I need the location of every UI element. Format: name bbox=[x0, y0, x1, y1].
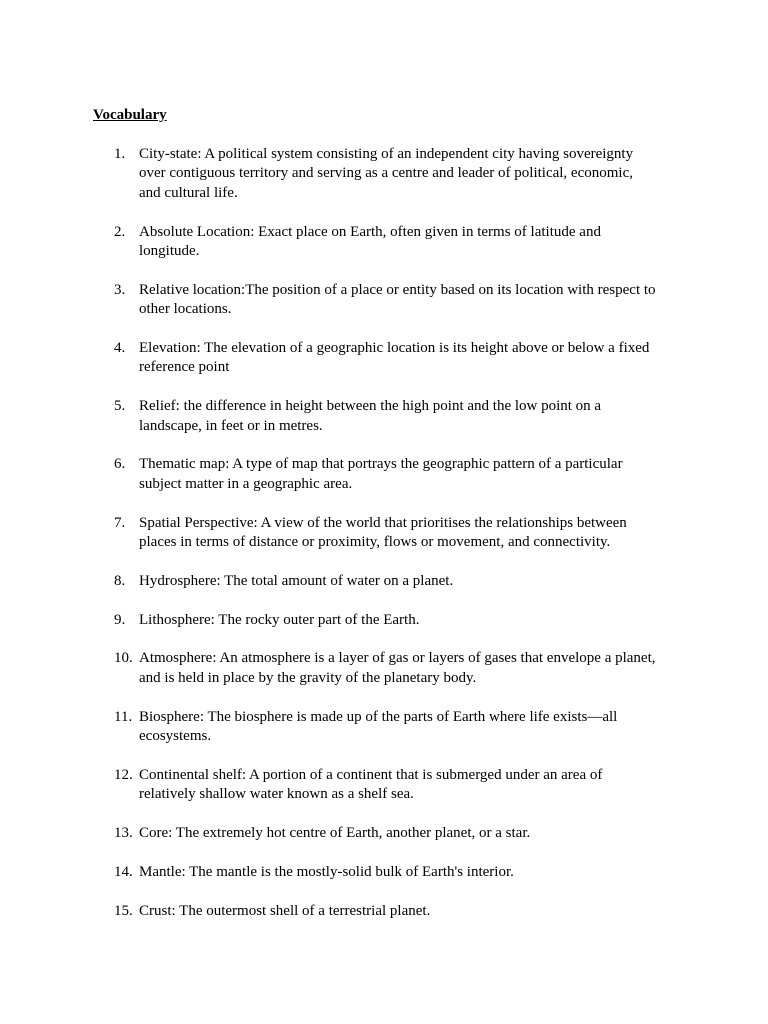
list-item bbox=[0, 339, 768, 378]
vocabulary-list bbox=[0, 145, 768, 940]
list-item bbox=[0, 455, 768, 494]
list-item bbox=[0, 514, 768, 553]
item-definition: Thematic map: A type of map that portrays the geographic pattern of a particular subject matter in a geographic area. bbox=[139, 456, 623, 492]
item-number: 14. bbox=[114, 863, 133, 880]
item-definition: Atmosphere: An atmosphere is a layer of gas or layers of gases that envelope a planet, and is held in place by the gravity of the planetary body. bbox=[139, 650, 656, 686]
item-number: 3. bbox=[114, 281, 126, 298]
item-number: 7. bbox=[114, 514, 126, 531]
item-definition: Core: The extremely hot centre of Earth, another planet, or a star. bbox=[139, 825, 531, 842]
item-definition: Mantle: The mantle is the mostly-solid bulk of Earth's interior. bbox=[139, 863, 514, 880]
item-definition: Hydrosphere: The total amount of water on a planet. bbox=[139, 572, 454, 589]
list-item bbox=[0, 397, 768, 436]
item-definition: City-state: A political system consisting of an independent city having sovereignty over contiguous territory and serving as a centre and leader of political, economic, and cultural life. bbox=[139, 146, 634, 201]
item-number: 10. bbox=[114, 650, 133, 667]
item-number: 13. bbox=[114, 825, 133, 842]
item-number: 2. bbox=[114, 223, 126, 240]
item-definition: Biosphere: The biosphere is made up of the parts of Earth where life exists—all ecosystems. bbox=[139, 708, 618, 745]
item-definition: Crust: The outermost shell of a terrestrial planet. bbox=[139, 902, 431, 919]
item-definition: Absolute Location: Exact place on Earth, often given in terms of latitude and longitude. bbox=[139, 223, 601, 260]
item-definition: Continental shelf: A portion of a continent that is submerged under an area of relatively shallow water known as a shelf sea. bbox=[139, 766, 603, 803]
item-number: 5. bbox=[114, 398, 126, 415]
item-definition: Relative location:The position of a place or entity based on its location with respect to other locations. bbox=[139, 281, 656, 318]
item-number: 15. bbox=[114, 902, 133, 919]
list-item bbox=[0, 863, 768, 882]
list-item bbox=[0, 766, 768, 805]
item-definition: Lithosphere: The rocky outer part of the Earth. bbox=[139, 611, 420, 628]
item-number: 4. bbox=[114, 340, 126, 357]
list-item bbox=[0, 708, 768, 747]
list-item bbox=[0, 611, 768, 630]
item-definition: Elevation: The elevation of a geographic location is its height above or below a fixed reference point bbox=[139, 340, 650, 376]
item-number: 12. bbox=[114, 766, 133, 783]
item-number: 8. bbox=[114, 572, 126, 589]
item-definition: Spatial Perspective: A view of the world that prioritises the relationships between places in terms of distance or proximity, flows or movement, and connectivity. bbox=[139, 514, 627, 551]
item-number: 1. bbox=[114, 146, 126, 162]
list-item bbox=[0, 824, 768, 843]
list-item bbox=[0, 223, 768, 262]
list-item bbox=[0, 145, 768, 203]
item-number: 9. bbox=[114, 611, 126, 628]
list-item bbox=[0, 649, 768, 688]
item-definition: Relief: the difference in height between the high point and the low point on a landscape, in feet or in metres. bbox=[139, 398, 602, 434]
page-title: Vocabulary bbox=[93, 107, 167, 123]
list-item bbox=[0, 572, 768, 591]
list-item bbox=[0, 281, 768, 320]
item-number: 11. bbox=[114, 708, 133, 725]
list-item bbox=[0, 902, 768, 921]
item-number: 6. bbox=[114, 456, 126, 473]
